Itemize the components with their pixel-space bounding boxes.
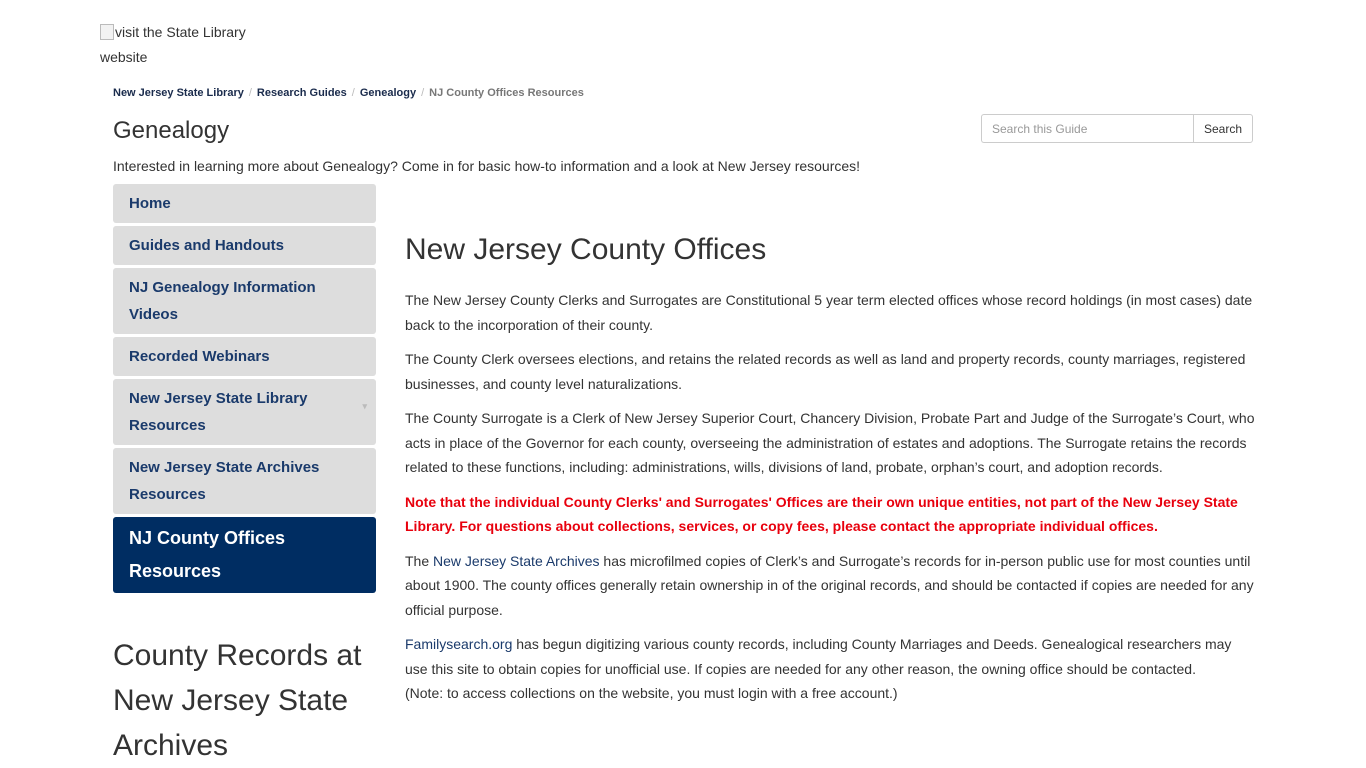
broken-image-icon xyxy=(100,24,114,40)
state-archives-link[interactable]: New Jersey State Archives xyxy=(433,552,600,569)
paragraph-county-clerk: The County Clerk oversees elections, and retains the related records as well as land and property records, county marriages, registered businesses, and county level naturalizations. xyxy=(405,351,1246,392)
guide-description: Interested in learning more about Genealogy? Come in for basic how-to information and a look at New Jersey resources! xyxy=(113,158,861,174)
nav-item-home[interactable] xyxy=(113,184,376,223)
breadcrumb-link-research-guides[interactable]: Research Guides xyxy=(256,87,347,99)
breadcrumb-separator: / xyxy=(351,87,355,99)
search-button[interactable]: Search xyxy=(1193,114,1253,143)
sidebar-heading: County Records at New Jersey State Archives xyxy=(113,639,362,762)
nav-item-state-archives-resources[interactable] xyxy=(113,448,376,514)
nav-item-label: Guides and Handouts xyxy=(129,237,285,254)
state-library-logo-link[interactable] xyxy=(100,20,270,70)
nav-item-label: NJ Genealogy Information Videos xyxy=(129,279,316,323)
nav-item-label: New Jersey State Archives Resources xyxy=(129,459,320,503)
page-title: New Jersey County Offices xyxy=(405,233,767,266)
dropdown-caret-icon: ▾ xyxy=(362,401,367,411)
breadcrumb-separator: / xyxy=(421,87,425,99)
alert-notice: Note that the individual County Clerks' and Surrogates' Offices are their own unique entities, not part of the New Jersey State Library. For questions about collections, services, or copy fees, please contact the appropriate individual offices. xyxy=(405,493,1238,534)
nav-item-label: Home xyxy=(129,195,171,212)
breadcrumb-separator: / xyxy=(248,87,252,99)
breadcrumb-link-genealogy[interactable]: Genealogy xyxy=(359,87,417,99)
nav-item-recorded-webinars[interactable] xyxy=(113,337,376,376)
search-input[interactable] xyxy=(981,114,1193,143)
text-fragment: The xyxy=(405,552,434,569)
breadcrumb-link-state-library[interactable]: New Jersey State Library xyxy=(113,87,244,99)
nav-item-label: Recorded Webinars xyxy=(129,348,270,365)
nav-item-county-offices-resources[interactable] xyxy=(113,517,376,593)
text-fragment: has microfilmed copies of Clerk’s and Surrogate’s records for in-person public use for most counties until about 1900. The county offices generally retain ownership in of the original records, and should be contacted if copies are needed for any official purpose. xyxy=(405,552,1254,618)
paragraph-state-archives xyxy=(405,549,1257,623)
nav-item-genealogy-videos[interactable] xyxy=(113,268,376,334)
main-content xyxy=(405,230,1257,716)
familysearch-note: (Note: to access collections on the website, you must login with a free account.) xyxy=(405,685,898,701)
guide-search xyxy=(981,114,1253,143)
nav-item-guides-handouts[interactable] xyxy=(113,226,376,265)
paragraph-county-offices: The New Jersey County Clerks and Surrogates are Constitutional 5 year term elected offices whose record holdings (in most cases) date back to the incorporation of their county. xyxy=(405,292,1253,333)
familysearch-link[interactable]: Familysearch.org xyxy=(405,636,513,652)
breadcrumb xyxy=(113,86,584,100)
guide-title: Genealogy xyxy=(113,117,230,144)
paragraph-county-surrogate: The County Surrogate is a Clerk of New Jersey Superior Court, Chancery Division, Probate Part and Judge of the Surrogate’s Court, who acts in place of the Governor for each county, overseeing the administration of estates and adoptions. The Surrogate retains the records related to these functions, including: administrations, wills, divisions of land, probate, orphan’s court, and adoption records. xyxy=(405,410,1255,475)
paragraph-familysearch xyxy=(405,632,1257,706)
guide-nav xyxy=(113,184,376,596)
nav-item-state-library-resources[interactable] xyxy=(113,379,376,445)
nav-item-label: NJ County Offices Resources xyxy=(129,528,286,581)
text-fragment: has begun digitizing various county records, including County Marriages and Deeds. Genealogical researchers may use this site to obtain copies for unofficial use. If copies are needed for any other reason, the owning office should be contacted. xyxy=(405,636,1232,677)
logo-alt-text: visit the State Library website xyxy=(100,24,246,65)
breadcrumb-current: NJ County Offices Resources xyxy=(429,87,584,99)
nav-item-label: New Jersey State Library Resources xyxy=(129,390,308,434)
